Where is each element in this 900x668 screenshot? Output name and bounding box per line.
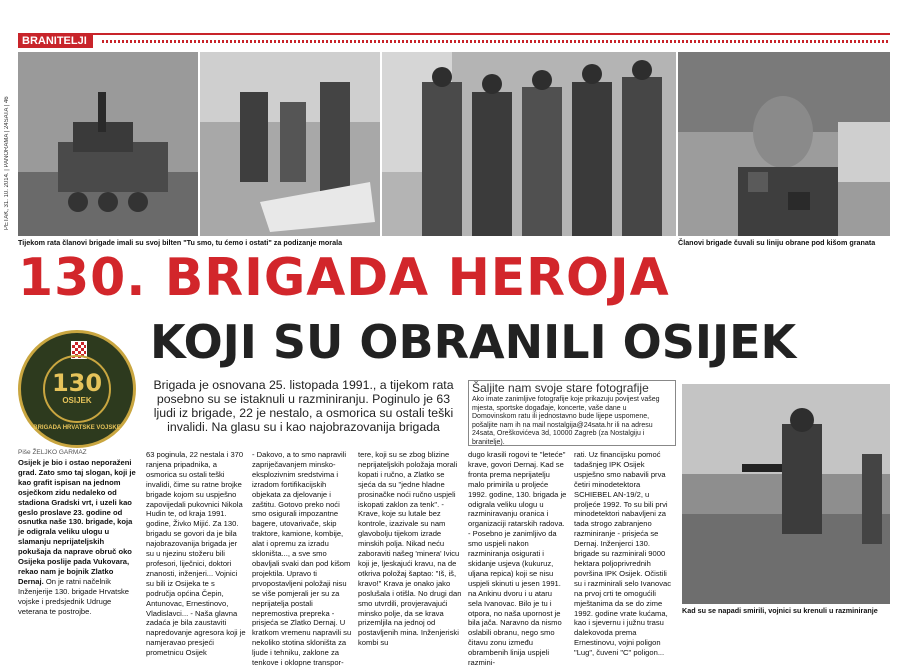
lead-paragraph: Brigada je osnovana 25. listopada 1991., a tijekom rata posebno su se istaknuli u razminiranju. Poginulo je 63 ljudi iz brigade, 22 je nestalo, a osmorica su ostali teški invalidi. Na glasu su i kao najobrazovanija brigada — [153, 378, 454, 434]
photo-soldier-portrait — [678, 52, 890, 236]
column-1 — [18, 458, 136, 617]
headline-sub: KOJI SU OBRANILI OSIJEK — [150, 315, 797, 369]
badge-ring-text: BRIGADA HRVATSKE VOJSKE — [33, 425, 121, 431]
column-2: 63 poginula, 22 nestala i 370 ranjena pripadnika, a osmorica su ostali teški invalidi, čime su ratne brojke brigade kojom su uspješno zapovijedali pukovnici Nikola Hudin te, od kraja 1991. godine, Živko Mijić. Za 130. brigadu se govori da je bila najobrazovanija brigada jer su u njezinu stožeru bili profesori, liječnici, doktori znanosti, inženjeri... Vojnici su bili iz Osijeka te s područja općina Čepin, Antunovac, Ernestinovo, Vladislavci... - Naša glavna zadaća je bila zaustaviti napredovanje agresora koji je namjeravao presjeći prometnicu Osijek — [146, 450, 246, 658]
column-5: dugo krasili rogovi te "leteće" krave, govori Dernaj. Kad se fronta prema neprijatelju malo primirila u proljeće 1992. godine, 130. brigada je odigrala veliku ulogu u razminiravanju oranica i organizaciji ratarskih radova. - Posebno je zanimljivo da smo uspjeli nakon razminiranja osigurati i skidanje usjeva (kukuruz, uljana repica) koji se nisu uspjeli skinuti u jesen 1991. na Ankinu dvoru i u ataru sela Ivanovac. Bilo je tu i otpora, no naša upornost je bila jača. Naravno da nismo oslabili obranu, nego smo čitavu zonu između obrambenih linija uspjeli razmini- — [468, 450, 567, 668]
photo-demining — [682, 384, 890, 604]
column-3: - Dakovo, a to smo napravili zapriječavanjem minsko-eksplozivnim sredstvima i izradom fortifikacijskih objekata za djelovanje i zaštitu. Gotovo preko noći smo osigurali impozantne bagere, utovarivače, skip traktore, kamione, kombije, alat i opremu za izradu skloništa..., a sve smo obavljali svaki dan pod kišom projektila. Upravo ti prvopostavljeni položaji nisu se više pomjerali jer su za neprijatelja postali nepremostiva prepreka - prisjeća se Zlatko Dernaj. U kratkom vremenu napravili su nekoliko stotina skloništa za ljude i tehniku, zaklone za tenkove i oklopne transpor- — [252, 450, 352, 668]
masthead-sideline: PETAK, 31. 10. 2014. | PANORAMA | 24SATA | 46 — [4, 96, 10, 230]
brigade-badge — [18, 330, 136, 448]
column-1-body: On je ratni načelnik Inženjerije 130. brigade Hrvatske vojske i predsjednik Udruge veterana te postrojbe. — [18, 576, 130, 616]
column-1-intro: Osijek je bio i ostao neporaženi grad. Zato smo taj slogan, koji je kao grafit ispisan na jednom osječkom zidu nedaleko od stadiona Gradski vrt, i uzeli kao geslo proslave 23. godine od osnutka naše 130. brigade, koja je odigrala veliku ulogu u slamanju neprijateljskih pokušaja da naprave obruč oko Osijeka poslije pada Vukovara, rekao nam je bojnik Zlatko Dernaj. — [18, 458, 136, 586]
column-6: rati. Uz financijsku pomoć tadašnjeg IPK Osijek uspješno smo nabavili prva četiri minodetektora SCHIEBEL AN-19/2, u proljeće 1992. To su bili prvi minodetektori nabavljeni za tada strogo zabranjeno razminiranje - prisjeća se Dernaj. Inženjerci 130. brigade su razminirali 9000 hektara poljoprivrednih površina IPK Osijek. Očistili su i razminirali selo Ivanovac na prvoj crti te omogućili mještanima da se do zime 1992. godine vrate kućama, kao i sjevernu i južnu trasu dalekovoda prema Ernestinovu, vojni poligon "Lug", čuveni "C" poligon... — [574, 450, 672, 658]
badge-city: OSIJEK — [62, 396, 92, 405]
photo-group-soldiers — [382, 52, 676, 236]
headline-main: 130. BRIGADA HEROJA — [18, 248, 670, 308]
caption-top-left: Tijekom rata članovi brigade imali su svoj bilten "Tu smo, tu ćemo i ostati" za podizanje morala — [18, 238, 343, 247]
photo-bulletin — [200, 52, 380, 236]
byline: Piše ŽELJKO GARMAZ — [18, 449, 87, 456]
section-dotted-rule — [102, 40, 890, 43]
section-tag: BRANITELJI — [18, 34, 93, 48]
column-4: tere, koji su se zbog blizine neprijateljskih položaja morali kopati i ručno, a Zlatko se sjeća da su "jedne hladne prosinačke noći ručno uspjeli iskopati zaklon za tenk". - Krave, koje su lutale bez kontrole, izazivale su nam glavobolju tijekom izrade minskih polja. Nikad neću zaboraviti našeg 'minera' Ivicu koji je, ljeskajući kravu, na de otkriva položaj šaptao: "Iš, iš, kravo!" Krava je onako jako poslušala i otišla. No drugi dan smo utvrdili, provjeravajući minsko polje, da se krava prizemljila na jednoj od postavljenih mina. Inženjeriski kombi su — [358, 450, 462, 648]
badge-number: 130 — [51, 369, 103, 397]
caption-bottom-right: Kad su se napadi smirili, vojnici su krenuli u razminiranje — [682, 606, 878, 615]
photo-tank — [18, 52, 198, 236]
caption-top-right: Članovi brigade čuvali su liniju obrane pod kišom granata — [678, 238, 876, 247]
callout-title: Šaljite nam svoje stare fotografije — [472, 381, 649, 395]
callout-text: Ako imate zanimljive fotografije koje prikazuju povijest vašeg mjesta, sportske događaje, koncerte, vaše dane u Domovinskom ratu ili jednostavno bude lijepe uspomene, pošaljite nam ih na mail nostalgija@24sata.hr ili na adresu 24sata, Oreškovićeva 3d, 10000 Zagreb (za Nostalgiju i branitelje). — [472, 396, 660, 446]
